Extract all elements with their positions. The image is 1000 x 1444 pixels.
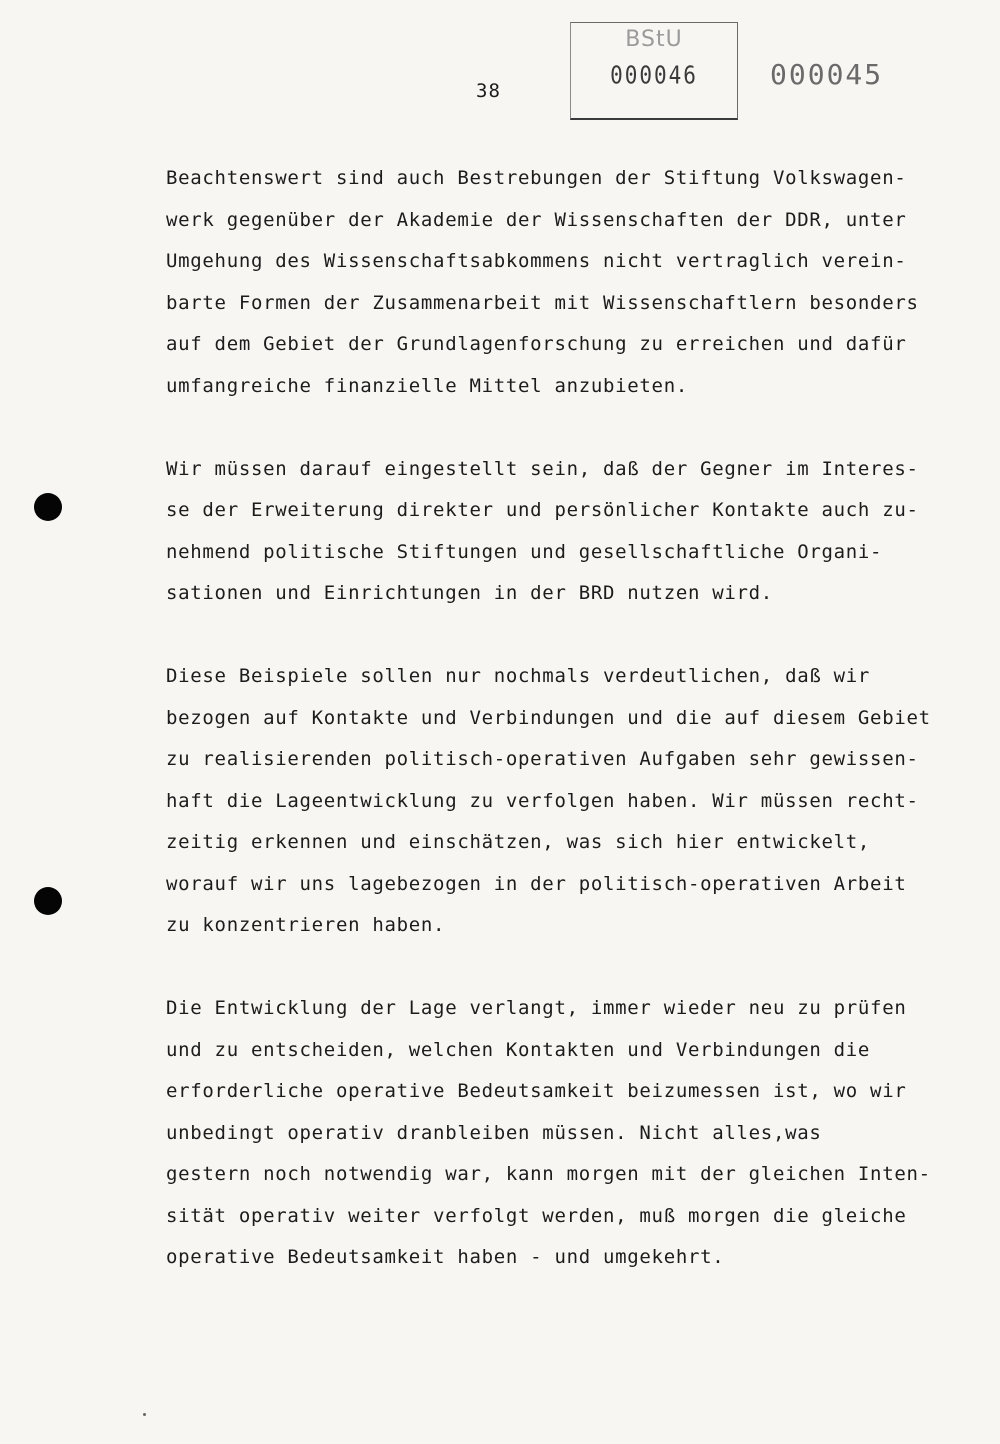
archive-stamp [570, 22, 738, 120]
text-line: umfangreiche finanzielle Mittel anzubieten. [166, 374, 688, 397]
paragraph-1 [166, 158, 966, 407]
paragraph-spacer [166, 407, 966, 449]
text-line: werk gegenüber der Akademie der Wissenschaften der DDR, unter [166, 208, 907, 231]
paragraph-2 [166, 449, 966, 615]
text-line: nehmend politische Stiftungen und gesellschaftliche Organi- [166, 540, 883, 563]
text-line: und zu entscheiden, welchen Kontakten und Verbindungen die [166, 1038, 871, 1061]
text-line: Wir müssen darauf eingestellt sein, daß der Gegner im Interes- [166, 457, 919, 480]
text-line: bezogen auf Kontakte und Verbindungen und die auf diesem Gebiet [166, 706, 931, 729]
text-line: barte Formen der Zusammenarbeit mit Wissenschaftlern besonders [166, 291, 919, 314]
text-line: auf dem Gebiet der Grundlagenforschung zu erreichen und dafür [166, 333, 907, 355]
text-line: erforderliche operative Bedeutsamkeit beizumessen ist, wo wir [166, 1080, 907, 1102]
text-line: worauf wir uns lagebezogen in der politisch-operativen Arbeit [166, 872, 907, 895]
text-line: zu realisierenden politisch-operativen Aufgaben sehr gewissen- [166, 748, 919, 770]
text-line: sationen und Einrichtungen in der BRD nutzen wird. [166, 582, 773, 604]
paragraph-spacer [166, 615, 966, 657]
punch-hole-icon [34, 493, 62, 521]
text-line: Diese Beispiele sollen nur nochmals verdeutlichen, daß wir [166, 665, 871, 687]
text-line: zeitig erkennen und einschätzen, was sich hier entwickelt, [166, 831, 871, 853]
stamp-number: 000046 [610, 60, 698, 90]
archive-number: 000045 [770, 58, 884, 91]
stamp-label: BStU [625, 27, 683, 52]
paragraph-spacer [166, 947, 966, 989]
text-line: Die Entwicklung der Lage verlangt, immer wieder neu zu prüfen [166, 997, 907, 1019]
paper-speck [143, 1413, 146, 1416]
text-line: unbedingt operativ dranbleiben müssen. Nicht alles,was [166, 1121, 822, 1144]
paragraph-3 [166, 656, 966, 947]
punch-hole-icon [34, 887, 62, 915]
text-line: sität operativ weiter verfolgt werden, muß morgen die gleiche [166, 1204, 907, 1227]
text-line: gestern noch notwendig war, kann morgen mit der gleichen Inten- [166, 1163, 931, 1185]
text-line: haft die Lageentwicklung zu verfolgen haben. Wir müssen recht- [166, 789, 919, 812]
text-line: Umgehung des Wissenschaftsabkommens nicht vertraglich verein- [166, 250, 907, 272]
paragraph-4 [166, 988, 966, 1279]
page-number: 38 [476, 80, 501, 102]
text-line: zu konzentrieren haben. [166, 914, 446, 936]
document-body [166, 158, 966, 1279]
text-line: se der Erweiterung direkter und persönlicher Kontakte auch zu- [166, 499, 919, 521]
text-line: Beachtenswert sind auch Bestrebungen der Stiftung Volkswagen- [166, 167, 907, 189]
text-line: operative Bedeutsamkeit haben - und umgekehrt. [166, 1246, 725, 1268]
